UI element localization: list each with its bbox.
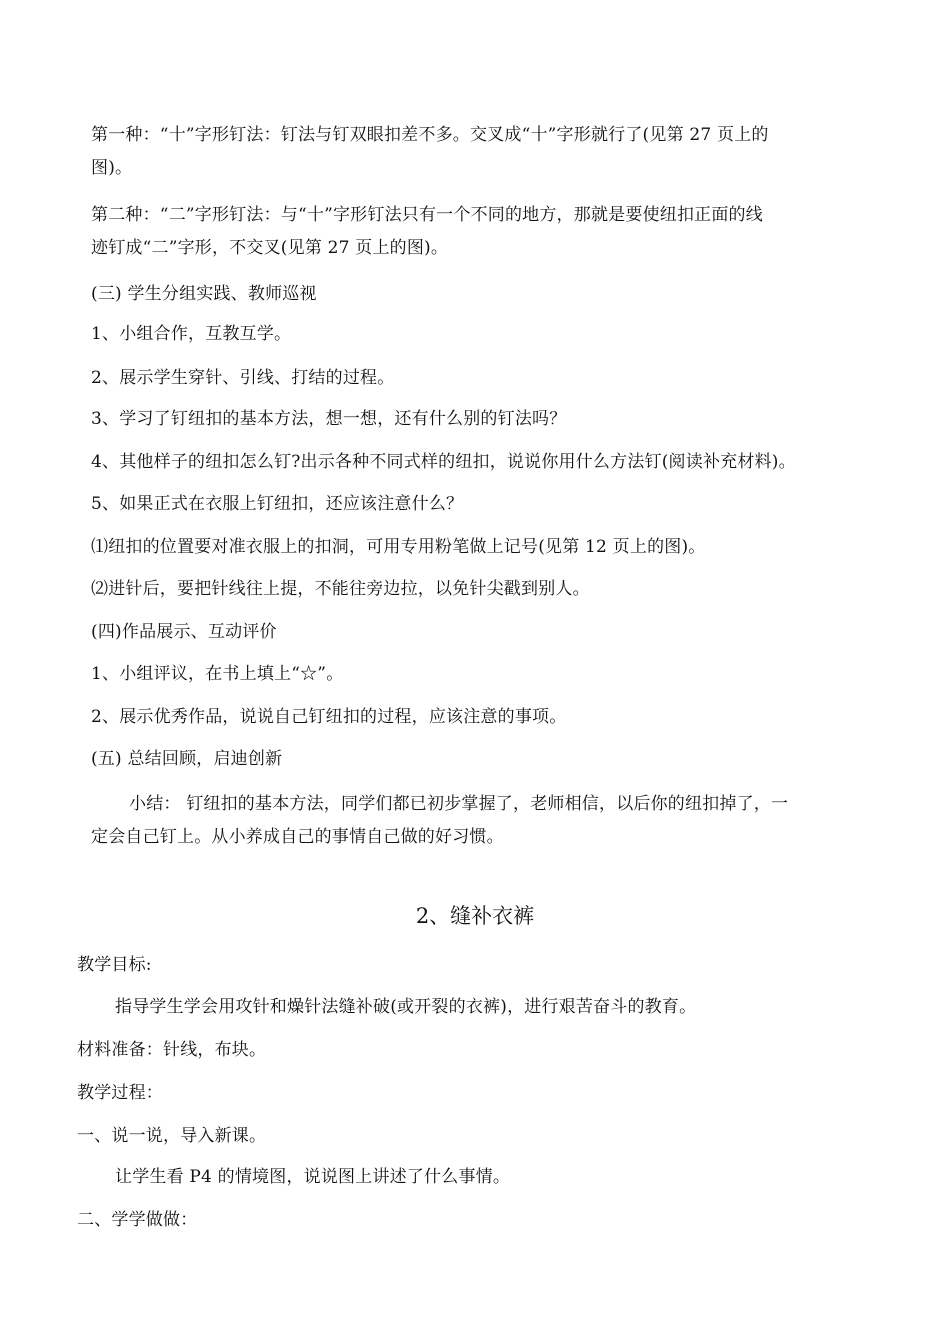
goal-text: 指导学生学会用攻针和燥针法缝补破(或开裂的衣裤)，进行艰苦奋斗的教育。 [115, 997, 697, 1017]
step3-item-4: 4、其他样子的纽扣怎么钉?出示各种不同式样的纽扣，说说你用什么方法钉(阅读补充材料)。 [91, 452, 796, 472]
process-label: 教学过程： [77, 1083, 163, 1103]
step1-text: 让学生看 P4 的情境图，说说图上讲述了什么事情。 [115, 1167, 511, 1187]
step4-item-2: 2、展示优秀作品，说说自己钉纽扣的过程，应该注意的事项。 [91, 707, 567, 727]
note-2: ⑵进针后，要把针线往上提，不能往旁边拉，以免针尖戳到别人。 [91, 579, 590, 599]
method1-line1: 第一种：“十”字形钉法：钉法与钉双眼扣差不多。交叉成“十”字形就行了(见第 27 页上的 [91, 125, 769, 145]
step3-item-5: 5、如果正式在衣服上钉纽扣，还应该注意什么？ [91, 494, 464, 514]
step5-heading: (五) 总结回顾，启迪创新 [91, 749, 283, 769]
method1-line2: 图)。 [91, 158, 133, 178]
step3-item-1: 1、小组合作，互教互学。 [91, 324, 292, 344]
step4-item-1: 1、小组评议，在书上填上“☆”。 [91, 664, 344, 684]
step4-heading: (四)作品展示、互动评价 [91, 622, 277, 642]
summary-line1: 小结： 钉纽扣的基本方法，同学们都已初步掌握了，老师相信，以后你的纽扣掉了，一 [129, 794, 789, 814]
goal-label: 教学目标: [77, 955, 152, 975]
step3-heading: (三) 学生分组实践、教师巡视 [91, 284, 317, 304]
lesson-title: 2、缝补衣裤 [415, 904, 535, 928]
note-1: ⑴纽扣的位置要对准衣服上的扣洞，可用专用粉笔做上记号(见第 12 页上的图)。 [91, 537, 706, 557]
step1-heading: 一、说一说，导入新课。 [77, 1126, 267, 1146]
step3-item-3: 3、学习了钉纽扣的基本方法，想一想，还有什么别的钉法吗？ [91, 409, 567, 429]
method2-line1: 第二种：“二”字形钉法：与“十”字形钉法只有一个不同的地方，那就是要使纽扣正面的线 [91, 205, 763, 225]
step2-heading: 二、学学做做： [77, 1210, 198, 1230]
summary-line2: 定会自己钉上。从小养成自己的事情自己做的好习惯。 [91, 827, 504, 847]
materials-line: 材料准备：针线，布块。 [77, 1040, 267, 1060]
step3-item-2: 2、展示学生穿针、引线、打结的过程。 [91, 368, 395, 388]
method2-line2: 迹钉成“二”字形，不交叉(见第 27 页上的图)。 [91, 238, 449, 258]
